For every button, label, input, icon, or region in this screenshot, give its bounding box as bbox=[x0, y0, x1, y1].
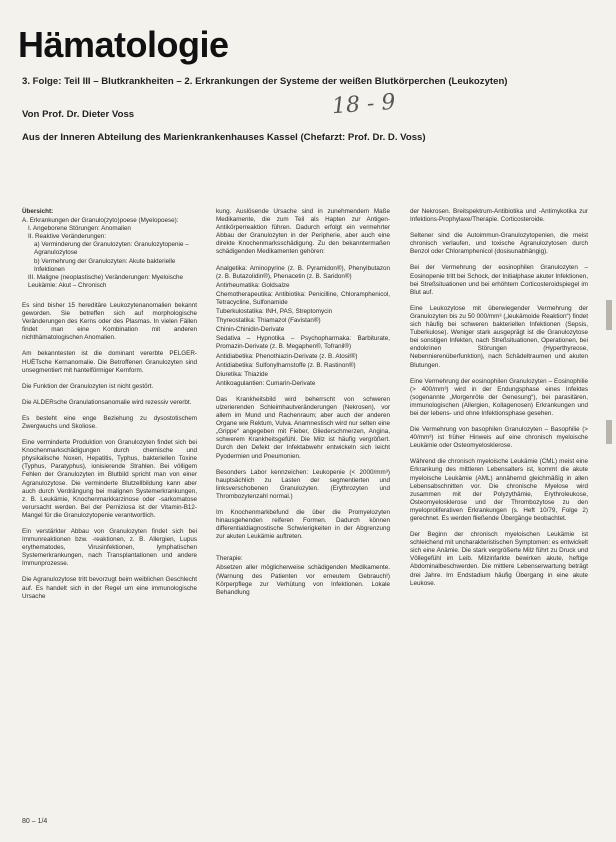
paragraph: der Nekrosen. Breitspektrum-Antibiotika und -Antimykotika zur Infektions-Prophylaxe/Therapie. Corticosteroide. bbox=[410, 208, 588, 224]
overview-line: b) Vermehrung der Granulozyten: Akute bakterielle Infektionen bbox=[34, 257, 176, 273]
paragraph: Die Funktion der Granulozyten ist nicht gestört. bbox=[22, 382, 154, 390]
overview-line: II. Reaktive Veränderungen: bbox=[28, 233, 107, 241]
paragraph: Die ALDERsche Granulationsanomalie wird rezessiv vererbt. bbox=[22, 398, 192, 406]
scan-edge-mark bbox=[606, 300, 612, 330]
overview-line: I. Angeborene Störungen: Anomalien bbox=[28, 225, 131, 233]
drug-list-item: Analgetika: Aminopyrine (z. B. Pyramidon®), Phenylbutazon (z. B. Butazolidin®), Phenacetin (z. B. Saridon®) bbox=[216, 264, 390, 280]
paragraph: Das Krankheitsbild wird beherrscht von schweren ulzerierenden Schleimhautveränderungen (Nekrosen), vor allem im Mund und Rachenraum; aber auch der anderen Organe wie Rektum, Vulva. Anamnestisch wird nur selten eine „Grippe“ angegeben mit Fieber, Gliederschmerzen, Angina, schwerem Krankheitsgefühl. Die Milz ist häufig vergrößert. Durch den Defekt der Infektabwehr entwickeln sich leicht Pyodermien und Pneumonien. bbox=[216, 395, 390, 460]
article-subtitle: 3. Folge: Teil III – Blutkrankheiten – 2. Erkrankungen der Systeme der weißen Blutkörperchen (Leukozyten) bbox=[22, 76, 508, 87]
paragraph: Die Agranulozytose tritt bevorzugt beim weiblichen Geschlecht auf. Es handelt sich in der Regel um eine immunologische Ursache bbox=[22, 576, 197, 600]
overview-line: III. Maligne (neoplastische) Veränderungen: Myeloische Leukämie: Akut – Chronisch bbox=[28, 273, 184, 289]
scan-edge-mark bbox=[606, 420, 612, 444]
paragraph: Eine Leukozytose mit überwiegender Vermehrung der Granulozyten bis zu 50 000/mm³ („leukämoide Reaktion“) findet sich häufig bei schweren bakteriellen Infektionen (Sepsis, Tuberkulose). Weniger stark ausgeprägt ist die Granulozytose bei sonstigen Infekten, nach Streßsituationen, Operationen, bei endokrinen Störungen (Hyperthyreose, Nebennierenüberfunktion), nach Schädeltraumen und akuten Blutungen. bbox=[410, 304, 588, 369]
handwritten-note: 18 - 9 bbox=[331, 89, 397, 120]
paragraph: Es besteht eine enge Beziehung zu dysostotischem Zwergwuchs und Skoliose. bbox=[22, 414, 197, 430]
paragraph: kung. Auslösende Ursache sind in zunehmendem Maße Medikamente, die zum Teil als Hapten zur Antigen-Antikörperreaktion führen. Dadurch erfolgt ein vermehrter Abbau der Granulozyten in der Peripherie, aber auch eine direkte Knochenmarksschädigung. Zu den bekanntermaßen schädigenden Medikamenten gehören: bbox=[216, 208, 390, 256]
overview-line: A. Erkrankungen der Granulo(zyto)poese (Myelopoese): bbox=[22, 217, 179, 225]
section-heading: Therapie: bbox=[216, 555, 243, 563]
paragraph: Eine verminderte Produktion von Granulozyten findet sich bei Knochenmarkschädigungen durch chemische und physikalische Noxen, Hepatitis, Typhus, bakteriellen Toxine (Typhus, Paratyphus), ionisierende Strahlen. Bei völligem Fehlen der Granulozyten im Blutbild spricht man von einer Agranulozytose. Die verminderte Blutzellbildung kann aber auch durch Verdrängung bei malignen Systemerkrankungen, z. B. Leukämie, Knochenmarkkarzinose oder -sarkomatose verursacht werden. Bei der Perniziosa ist der Vitamin-B12-Mangel für die Granulozytopenie verantwortlich. bbox=[22, 439, 197, 519]
paragraph: Ein verstärkter Abbau von Granulozyten findet sich bei Immunreaktionen bzw. -reaktionen, z. B. Allergien, Lupus erythematodes, Virusinfektionen, lymphatischen Systemerkrankungen, nach Transplantationen und andere Immunprozesse. bbox=[22, 528, 197, 568]
drug-list-item: Antikoagulantien: Cumarin-Derivate bbox=[216, 379, 316, 387]
author-line: Von Prof. Dr. Dieter Voss bbox=[22, 109, 135, 120]
paragraph: Es sind bisher 15 hereditäre Leukozytenanomalien bekannt geworden. Sie betreffen sich auf morphologische Veränderungen des Kerns oder des Plasmas. In vielen Fällen findet man eine Kombination mit anderen nichthämatologischen Anomalien. bbox=[22, 301, 197, 342]
affiliation-line: Aus der Inneren Abteilung des Marienkrankenhauses Kassel (Chefarzt: Prof. Dr. D. Voss) bbox=[22, 132, 426, 143]
page-folio: 80 – 1/4 bbox=[22, 818, 48, 825]
paragraph: Absetzen aller möglicherweise schädigenden Medikamente. (Warnung des Patienten vor erneutem Gebrauch!) Körperpflege zur Verhütung von Infektionen. Lokale Behandlung bbox=[216, 564, 390, 596]
paragraph: Seltener sind die Autoimmun-Granulozytopenien, die meist chronisch verlaufen, und toxische Agranulozytosen durch Benzol oder Chloramphenicol (dosisunabhängig). bbox=[410, 232, 588, 256]
paragraph: Besonders Labor kennzeichen: Leukopenie (< 2000/mm³) hauptsächlich zu Lasten der segmentierten und linksverschobenen Granulozyten. (Erythrozyten und Thrombozytenzahl normal.) bbox=[216, 468, 390, 500]
text-column-2 bbox=[216, 208, 390, 605]
overview-line: a) Verminderung der Granulozyten: Granulozytopenie – Agranulozytose bbox=[34, 241, 189, 257]
drug-list-item: Diuretika: Thiazide bbox=[216, 370, 269, 378]
drug-list-item: Thyreostatika: Thiamazol (Favistan®) bbox=[216, 317, 321, 325]
paragraph: Bei der Vermehrung der eosinophilen Granulozyten – Eosinopenie tritt bei Schock, der Initialphase akuter Infektionen, bei Streßsituationen und bei erhöhtem Corticosteroidspiegel im Blut auf. bbox=[410, 264, 588, 296]
paragraph: Im Knochenmarkbefund die über die Promyelozyten hinausgehenden reiferen Formen. Dadurch können differentialdiagnostische Schwierigkeiten in der Abgrenzung zur akuten Leukämie auftreten. bbox=[216, 509, 390, 541]
drug-list-item: Antidiabetika: Phenothiazin-Derivate (z. B. Atosil®) bbox=[216, 352, 358, 360]
article-title: Hämatologie bbox=[18, 24, 229, 65]
paragraph: Am bekanntesten ist die dominant vererbte PELGER-HUËTsche Kernanomalie. Die Betroffenen Granulozyten sind unsegmentiert mit hantelförmiger Kernform. bbox=[22, 350, 197, 374]
paragraph: Eine Vermehrung der eosinophilen Granulozyten – Eosinophilie (> 400/mm³) wird in der Endungsphase eines Infektes (sogenannte „Morgenröte der Genesung“), bei parasitären, immunologischen (Allergien, Kollagenosen) Erkrankungen und bei der lebens- und ohne Infektionsphase gesehen. bbox=[410, 377, 588, 417]
drug-list-item: Antidiabetika: Sulfonylharnstoffe (z. B. Rastinon®) bbox=[216, 361, 356, 369]
text-column-3 bbox=[410, 208, 588, 596]
paragraph: Während die chronisch myeloische Leukämie (CML) meist eine Erkrankung des mittleren Lebensalters ist, kommt die akute myeloische Leukämie (AML) annähernd gleichmäßig in allen Lebensabschnitten vor. Die chronische Myelose wird zusammen mit der Polyzythämie, Erythroleukose, Osteomyelosklerose und der Thrombozytose zu den myeloproliferativen Erkrankungen (s. Heft 10/79, Folge 2) gerechnet. Es werden fließende Übergänge beobachtet. bbox=[410, 458, 588, 522]
paragraph: Die Vermehrung von basophilen Granulozyten – Basophilie (> 40/mm³) ist früher Hinweis auf eine chronisch myeloische Leukämie oder Osteomyelosklerose. bbox=[410, 426, 588, 450]
overview-box bbox=[22, 208, 197, 290]
drug-list-item: Chemotherapeutika: Antibiotika: Penicilline, Chloramphenicol, Tetracycline, Sulfonamide bbox=[216, 290, 390, 306]
paragraph: Der Beginn der chronisch myeloischen Leukämie ist schleichend mit uncharakteristischen Symptomen: es entwickelt sich eine Anämie. Die stark vergrößerte Milz führt zu Druck und Völlegefühl im Leib. Milzinfarkte bewirken akute, heftige Abdominalbeschwerden. Die mittlere Lebenserwartung beträgt drei Jahre. Im Endstadium häufig Übergang in eine akute Leukose. bbox=[410, 531, 588, 587]
overview-heading: Übersicht: bbox=[22, 208, 54, 215]
drug-list-item: Sedativa – Hypnotika – Psychopharmaka: Barbiturate, Promazin-Derivate (z. B. Megaphen®, Tofranil®) bbox=[216, 335, 390, 351]
text-column-1 bbox=[22, 208, 197, 609]
drug-list-item: Chinin-Chinidin-Derivate bbox=[216, 326, 285, 334]
drug-list-item: Tuberkulostatika: INH, PAS, Streptomycin bbox=[216, 308, 333, 316]
drug-list-item: Antirheumatika: Goldsalze bbox=[216, 281, 290, 289]
